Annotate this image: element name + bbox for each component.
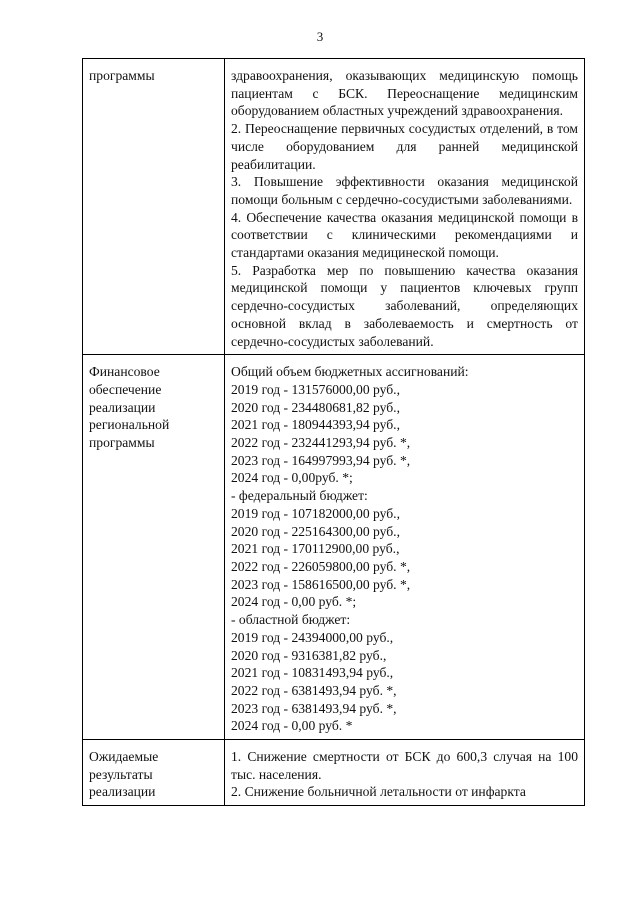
financing-line: 2021 год - 170112900,00 руб., <box>231 541 400 557</box>
result-paragraph: 1. Снижение смертности от БСК до 600,3 случая на 100 тыс. населения. <box>231 749 578 782</box>
passport-table <box>82 58 585 806</box>
financing-line: 2021 год - 10831493,94 руб., <box>231 665 394 681</box>
financing-line: 2019 год - 131576000,00 руб., <box>231 381 400 397</box>
task-paragraph: 5. Разработка мер по повышению качества оказания медицинской помощи у пациентов ключевых групп сердечно-сосудистых заболеваний, определяющих основной вклад в заболеваемость и смертность от сердечно-сосудистых заболеваний. <box>231 262 578 349</box>
financing-line: 2019 год - 107182000,00 руб., <box>231 505 400 521</box>
task-paragraph: 2. Переоснащение первичных сосудистых отделений, в том числе оборудованием для ранней медицинской реабилитации. <box>231 121 578 172</box>
table-row-expected-results <box>83 740 585 806</box>
row-content <box>225 355 585 740</box>
financing-line: 2021 год - 180944393,94 руб., <box>231 417 400 433</box>
financing-line: 2020 год - 9316381,82 руб., <box>231 647 387 663</box>
financing-line: 2023 год - 164997993,94 руб. *, <box>231 452 411 468</box>
financing-line: 2020 год - 225164300,00 руб., <box>231 523 400 539</box>
financing-line: 2024 год - 0,00 руб. *; <box>231 594 357 610</box>
financing-line: 2023 год - 158616500,00 руб. *, <box>231 576 411 592</box>
task-paragraph: 3. Повышение эффективности оказания медицинской помощи больным с сердечно-сосудистыми заболеваниями. <box>231 174 578 207</box>
financing-line: - областной бюджет: <box>231 612 351 628</box>
financing-line: 2023 год - 6381493,94 руб. *, <box>231 700 397 716</box>
financing-line: Общий объем бюджетных ассигнований: <box>231 364 469 380</box>
row-label: Ожидаемые результаты реализации <box>83 740 225 806</box>
financing-line: 2022 год - 226059800,00 руб. *, <box>231 558 411 574</box>
table-row-financing <box>83 355 585 740</box>
financing-line: 2022 год - 6381493,94 руб. *, <box>231 682 397 698</box>
financing-line: 2020 год - 234480681,82 руб., <box>231 399 400 415</box>
task-paragraph: 4. Обеспечение качества оказания медицинской помощи в соответствии с клиническими рекомендациями и стандартами оказания медицинеской помощи. <box>231 209 578 261</box>
table-row-program-tasks <box>83 59 585 355</box>
financing-line: - федеральный бюджет: <box>231 488 368 504</box>
row-label: программы <box>83 59 225 355</box>
row-label: Финансовое обеспечение реализации региональной программы <box>83 355 225 740</box>
financing-line: 2022 год - 232441293,94 руб. *, <box>231 435 411 451</box>
page-number: 3 <box>316 29 324 44</box>
task-paragraph: здравоохранения, оказывающих медицинскую помощь пациентам с БСК. Переоснащение медицинским оборудованием областных учреждений здравоохранения. <box>231 68 578 119</box>
row-content <box>225 740 585 806</box>
row-content <box>225 59 585 355</box>
financing-line: 2024 год - 0,00руб. *; <box>231 470 353 486</box>
result-paragraph: 2. Снижение больничной летальности от инфаркта <box>231 784 526 800</box>
financing-line: 2024 год - 0,00 руб. * <box>231 718 353 734</box>
financing-line: 2019 год - 24394000,00 руб., <box>231 629 394 645</box>
